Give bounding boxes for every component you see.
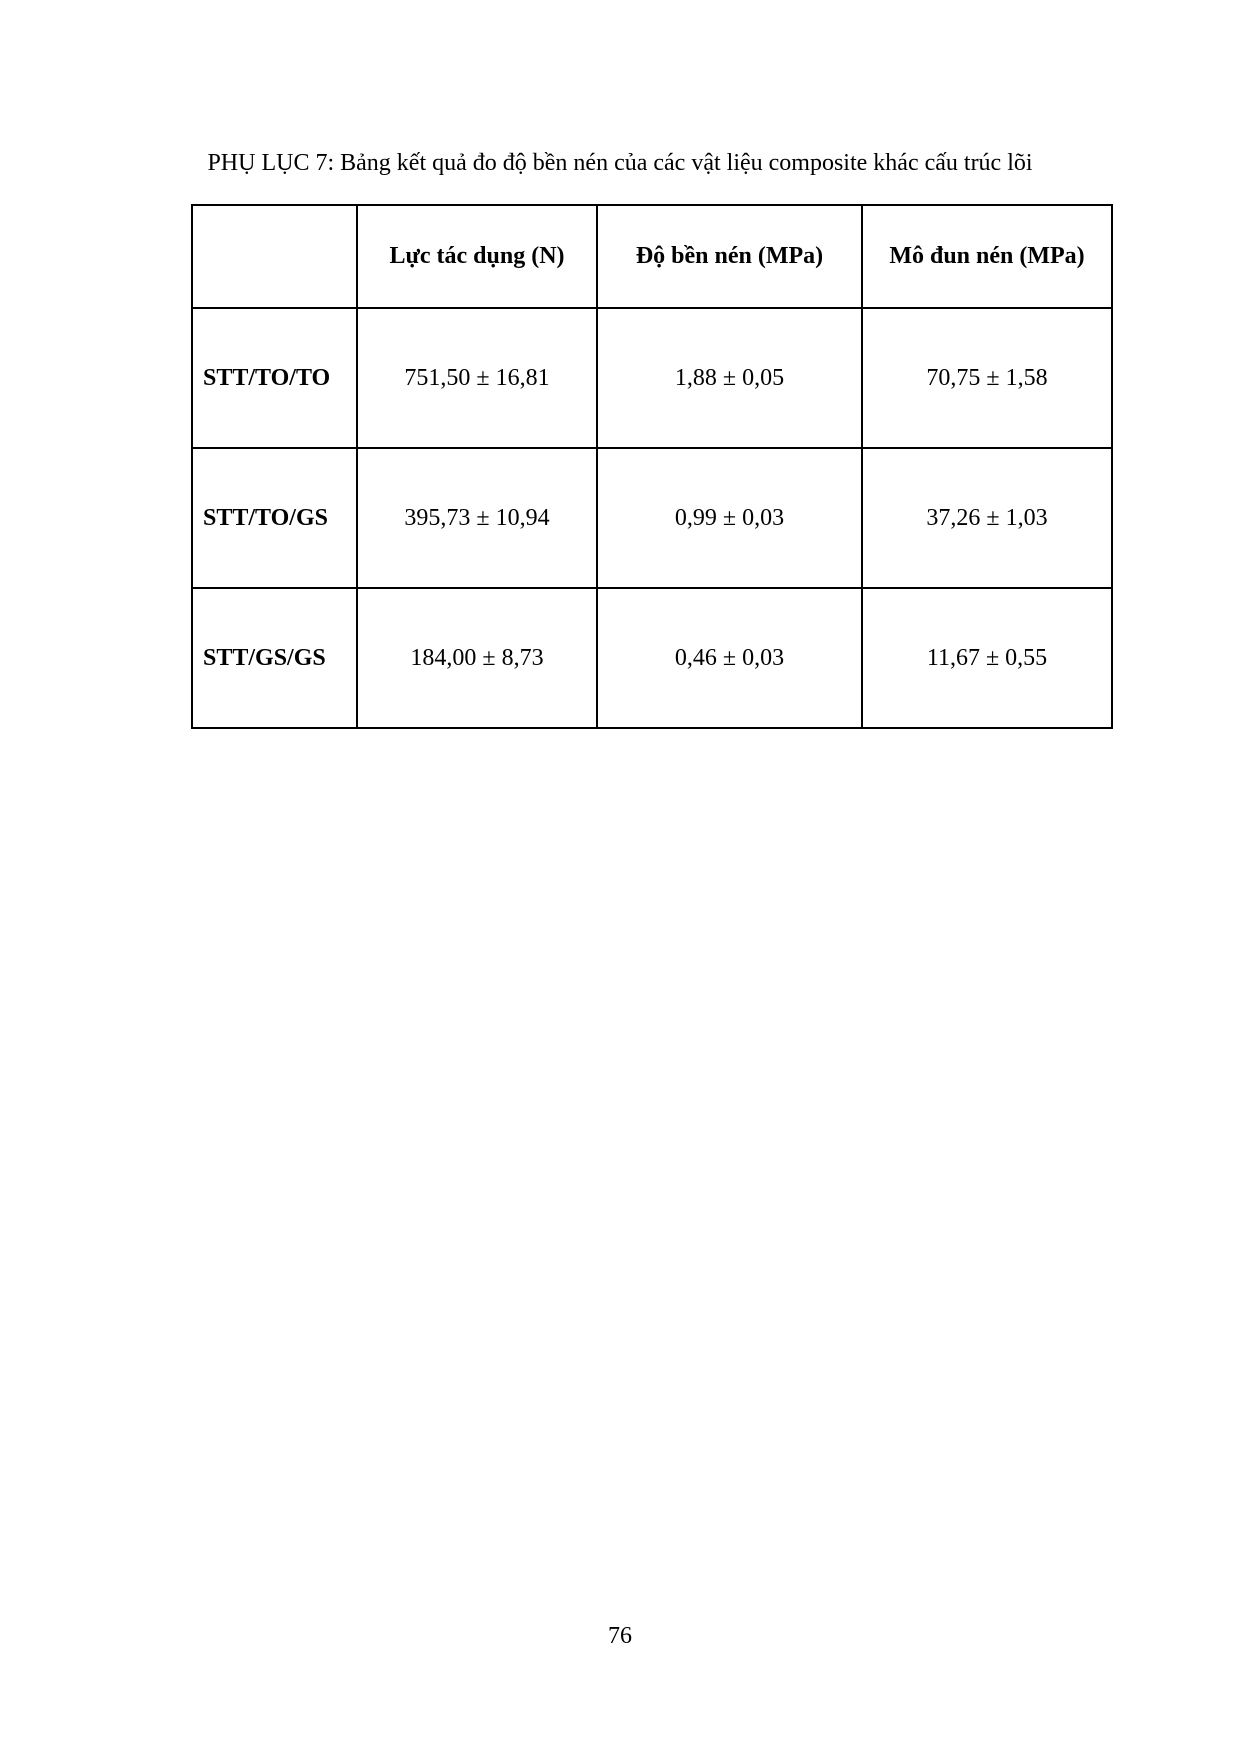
table-header-row — [192, 205, 1112, 308]
table-row — [192, 308, 1112, 448]
header-strength: Độ bền nén (MPa) — [597, 205, 862, 308]
compression-results-table — [191, 204, 1113, 729]
table-row — [192, 588, 1112, 728]
table-row — [192, 448, 1112, 588]
force-cell: 751,50 ± 16,81 — [357, 308, 597, 448]
force-cell: 395,73 ± 10,94 — [357, 448, 597, 588]
page-number: 76 — [608, 1623, 632, 1649]
strength-cell: 0,99 ± 0,03 — [597, 448, 862, 588]
table-caption: PHỤ LỤC 7: Bảng kết quả đo độ bền nén của các vật liệu composite khác cấu trúc lõi — [207, 150, 1033, 176]
modulus-cell: 11,67 ± 0,55 — [862, 588, 1112, 728]
modulus-cell: 37,26 ± 1,03 — [862, 448, 1112, 588]
row-label: STT/TO/GS — [192, 448, 357, 588]
header-force: Lực tác dụng (N) — [357, 205, 597, 308]
strength-cell: 0,46 ± 0,03 — [597, 588, 862, 728]
header-corner-cell — [192, 205, 357, 308]
header-modulus: Mô đun nén (MPa) — [862, 205, 1112, 308]
force-cell: 184,00 ± 8,73 — [357, 588, 597, 728]
row-label: STT/GS/GS — [192, 588, 357, 728]
strength-cell: 1,88 ± 0,05 — [597, 308, 862, 448]
modulus-cell: 70,75 ± 1,58 — [862, 308, 1112, 448]
row-label: STT/TO/TO — [192, 308, 357, 448]
